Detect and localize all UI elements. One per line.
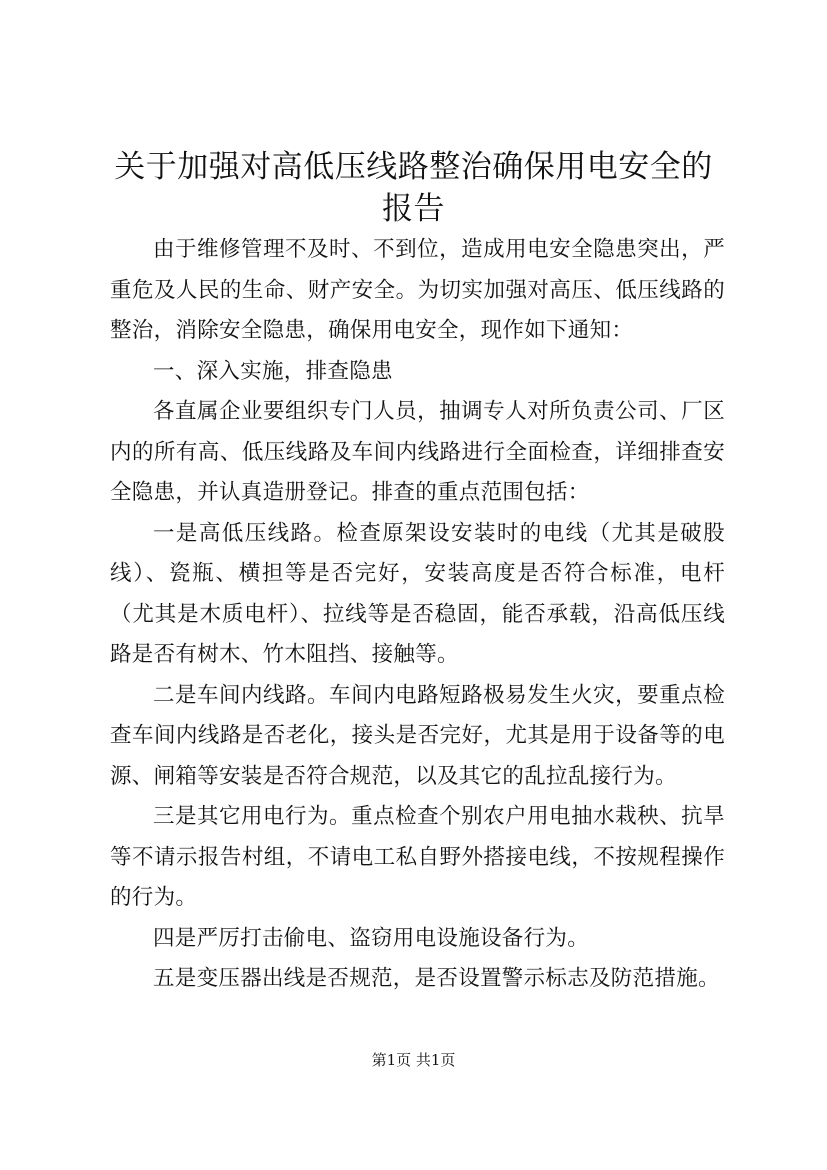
document-title: 关于加强对高低压线路整治确保用电安全的报告	[114, 149, 713, 227]
document-body	[110, 230, 725, 1000]
paragraph-inspection: 各直属企业要组织专门人员，抽调专人对所负责公司、厂区内的所有高、低压线路及车间内线路进行全面检查，详细排查安全隐患，并认真造册登记。排查的重点范围包括：	[110, 399, 725, 505]
paragraph-item-3: 三是其它用电行为。重点检查个别农户用电抽水栽秧、抗旱等不请示报告村组，不请电工私自野外搭接电线，不按规程操作的行为。	[110, 804, 725, 910]
paragraph-intro: 由于维修管理不及时、不到位，造成用电安全隐患突出，严重危及人民的生命、财产安全。为切实加强对高压、低压线路的整治，消除安全隐患，确保用电安全，现作如下通知：	[110, 237, 725, 343]
section-heading: 一、深入实施，排查隐患	[153, 358, 393, 384]
paragraph-item-5: 五是变压器出线是否规范，是否设置警示标志及防范措施。	[153, 966, 720, 991]
page-number-footer: 第1页 共1页	[371, 1051, 456, 1069]
paragraph-item-1: 一是高低压线路。检查原架设安装时的电线（尤其是破股线）、瓷瓶、横担等是否完好，安装高度是否符合标准，电杆（尤其是木质电杆）、拉线等是否稳固，能否承载，沿高低压线路是否有树木、竹木阻挡、接触等。	[110, 520, 725, 667]
paragraph-item-2: 二是车间内线路。车间内电路短路极易发生火灾，要重点检查车间内线路是否老化，接头是否完好，尤其是用于设备等的电源、闸箱等安装是否符合规范，以及其它的乱拉乱接行为。	[110, 682, 725, 789]
paragraph-item-4: 四是严厉打击偷电、盗窃用电设施设备行为。	[153, 925, 590, 951]
